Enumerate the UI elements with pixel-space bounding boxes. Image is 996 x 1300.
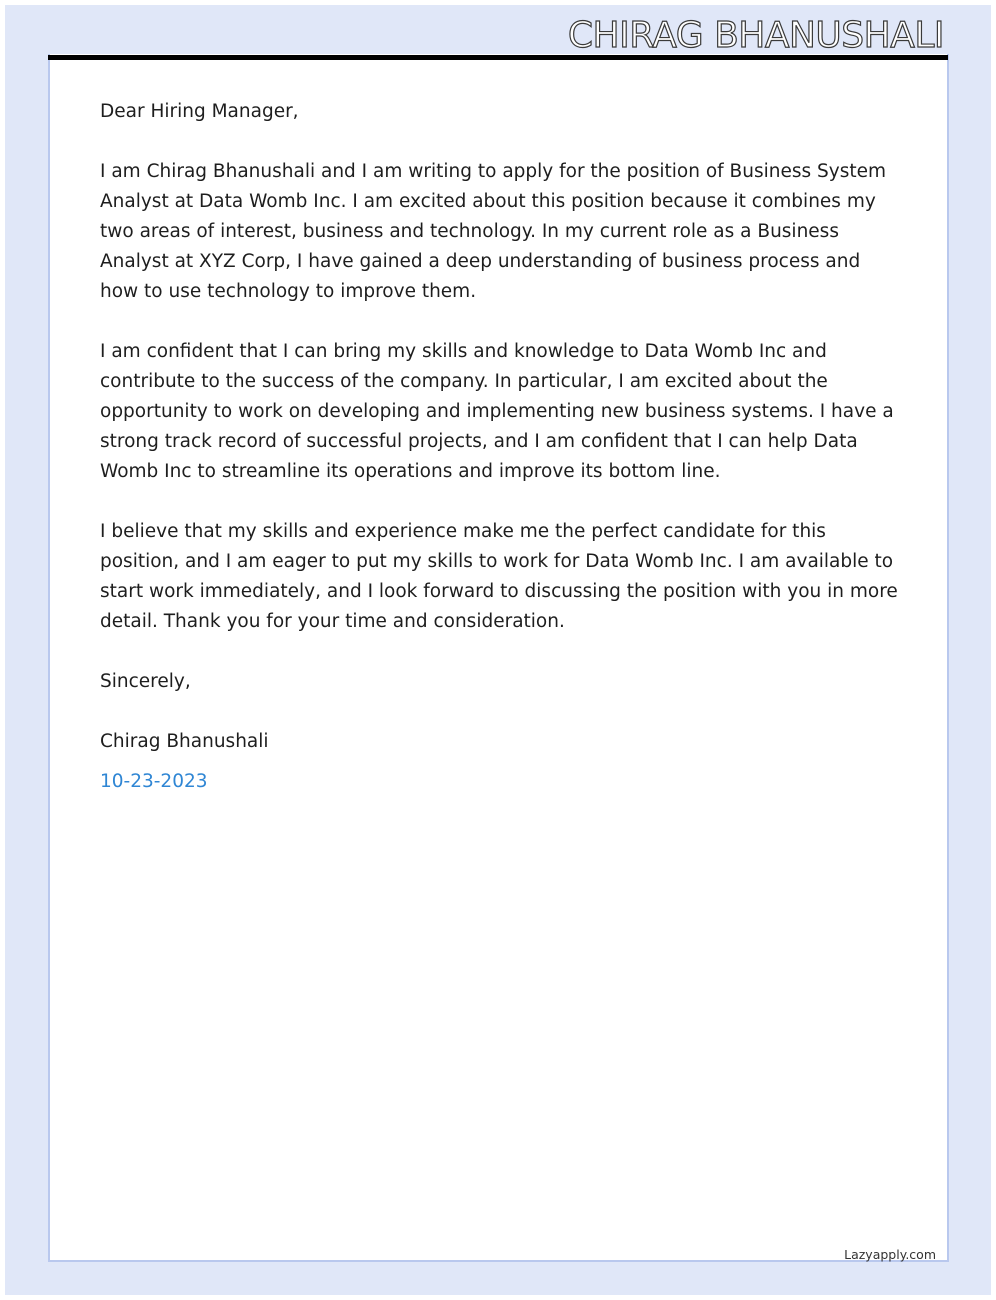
closing: Sincerely, (100, 671, 191, 692)
paragraph-3: I believe that my skills and experience make me the perfect candidate for this position, and I am eager to put my skills to work for Data Womb Inc. I am available to start work immediately, and I look forward to discussing the position with you in more detail. Thank you for your time and consideration. (100, 521, 898, 632)
letter-date: 10-23-2023 (100, 771, 208, 792)
signature-name: Chirag Bhanushali (100, 731, 269, 752)
applicant-name-header: CHIRAG BHANUSHALI (567, 15, 944, 56)
paragraph-2: I am confident that I can bring my skills and knowledge to Data Womb Inc and contribute to the success of the company. In particular, I am excited about the opportunity to work on developing and implementing new business systems. I have a strong track record of successful projects, and I am confident that I can help Data Womb Inc to streamline its operations and improve its bottom line. (100, 341, 894, 482)
salutation: Dear Hiring Manager, (100, 101, 299, 122)
letter-body (100, 97, 900, 797)
paragraph-1: I am Chirag Bhanushali and I am writing to apply for the position of Business System Analyst at Data Womb Inc. I am excited about this position because it combines my two areas of interest, business and technology. In my current role as a Business Analyst at XYZ Corp, I have gained a deep understanding of business process and how to use technology to improve them. (100, 161, 886, 302)
footer-watermark: Lazyapply.com (844, 1247, 936, 1262)
